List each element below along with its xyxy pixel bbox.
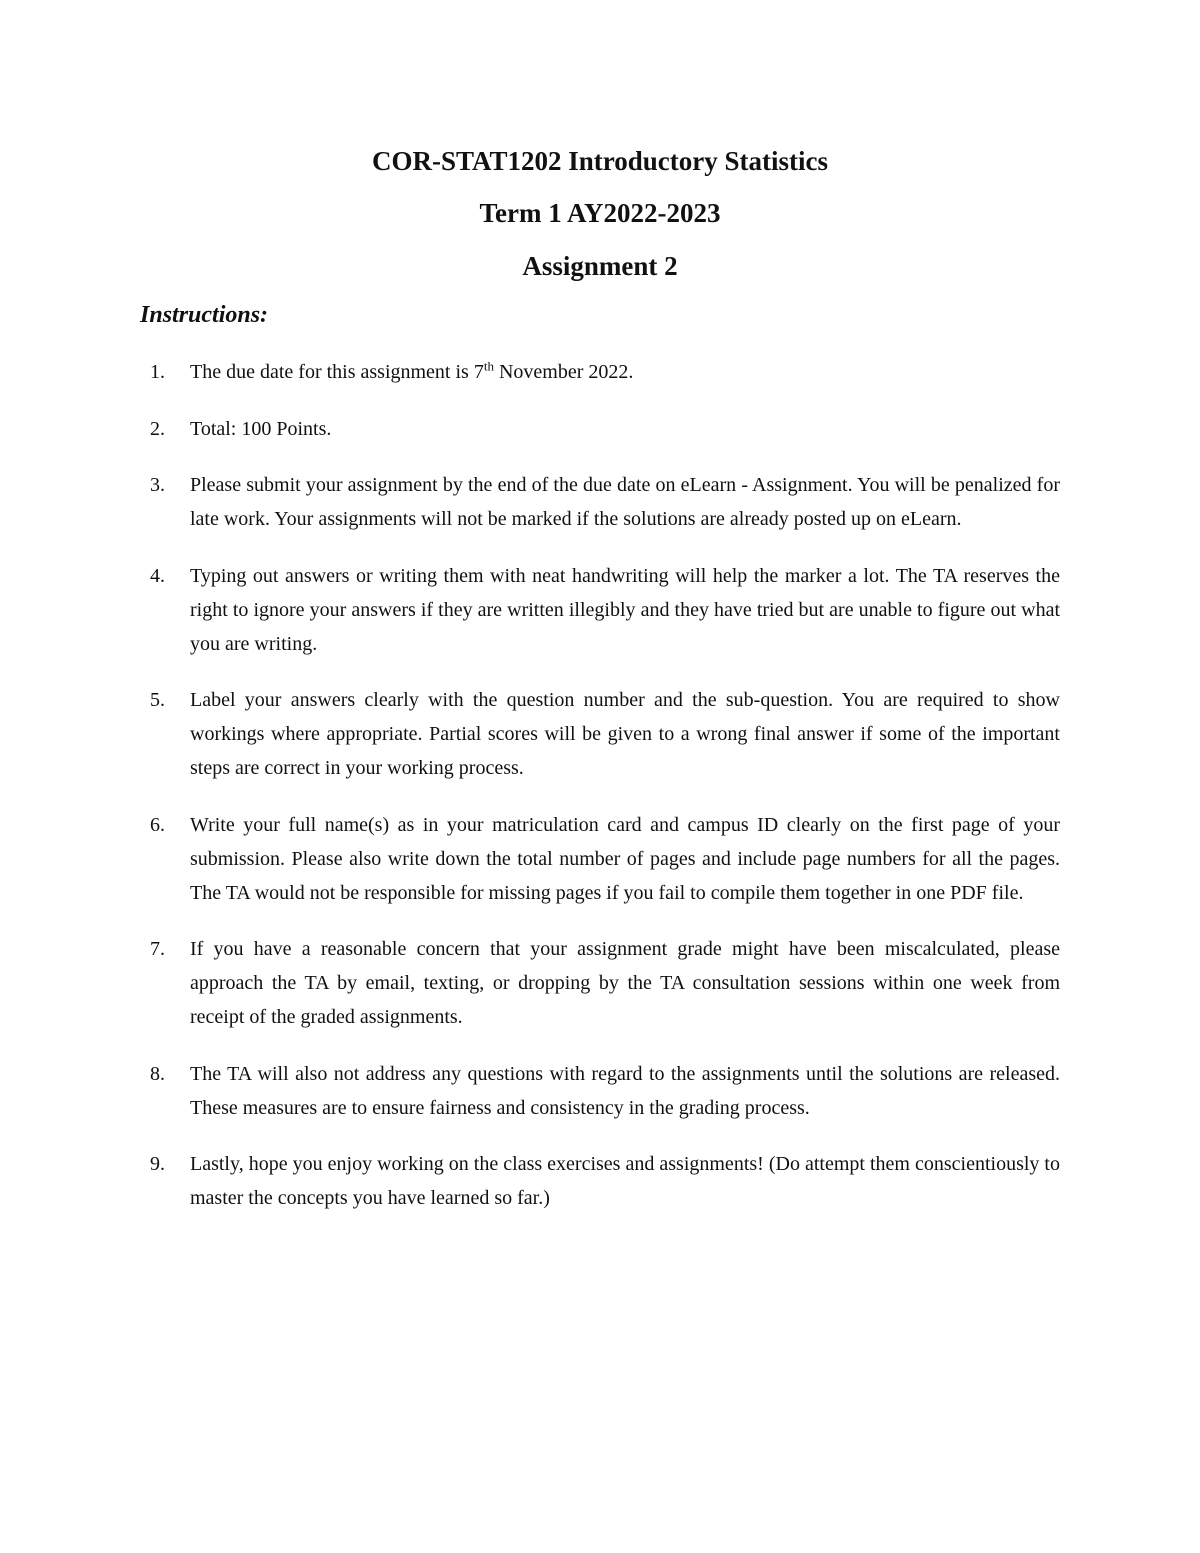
instruction-text: If you have a reasonable concern that your assignment grade might have been miscalculated, please approach the TA by email, texting, or dropping by the TA consultation sessions within one week from receipt of the graded assignments. (190, 938, 1060, 1028)
instructions-list (150, 355, 1060, 1238)
instruction-item-5 (150, 683, 1060, 785)
instruction-text: Total: 100 Points. (190, 417, 332, 440)
instruction-number: 1. (150, 361, 165, 383)
instruction-number: 7. (150, 938, 165, 960)
instruction-item-9 (150, 1147, 1060, 1215)
instruction-text: Typing out answers or writing them with neat handwriting will help the marker a lot. The TA reserves the right to ignore your answers if they are written illegibly and they have tried but are unable to figure out what you are writing. (190, 564, 1060, 655)
instruction-item-6 (150, 808, 1060, 910)
instruction-number: 6. (150, 813, 165, 836)
instruction-text-before-superscript: The due date for this assignment is 7 (190, 361, 484, 383)
instruction-number: 4. (150, 564, 165, 587)
instruction-number: 5. (150, 689, 165, 711)
instruction-item-8 (150, 1057, 1060, 1125)
ordinal-superscript: th (483, 358, 494, 374)
instruction-text: Write your full name(s) as in your matriculation card and campus ID clearly on the first page of your submission. Please also write down the total number of pages and include page numbers for all the pages. The TA would not be responsible for missing pages if you fail to compile them together in one PDF file. (190, 813, 1060, 904)
instruction-item-7 (150, 932, 1060, 1034)
instruction-number: 9. (150, 1153, 165, 1175)
instruction-item-1 (150, 355, 1060, 389)
course-title: COR-STAT1202 Introductory Statistics (371, 146, 828, 176)
instruction-item-4 (150, 559, 1060, 661)
instruction-text-after-superscript: November 2022. (493, 361, 634, 383)
instruction-text: The TA will also not address any questions with regard to the assignments until the solutions are released. These measures are to ensure fairness and consistency in the grading process. (190, 1062, 1060, 1119)
instruction-text: Label your answers clearly with the question number and the sub-question. You are required to show workings where appropriate. Partial scores will be given to a wrong final answer if some of the important steps are correct in your working process. (190, 689, 1060, 779)
instruction-number: 3. (150, 474, 165, 496)
instructions-heading: Instructions: (140, 302, 269, 328)
term-title: Term 1 AY2022-2023 (479, 198, 721, 228)
assignment-title: Assignment 2 (522, 251, 678, 281)
instruction-text: Lastly, hope you enjoy working on the class exercises and assignments! (Do attempt them conscientiously to master the concepts you have learned so far.) (190, 1153, 1060, 1209)
instruction-item-2 (150, 412, 1060, 446)
instruction-number: 2. (150, 417, 165, 440)
instruction-text (190, 355, 1060, 389)
instruction-number: 8. (150, 1062, 165, 1085)
instruction-text: Please submit your assignment by the end of the due date on eLearn - Assignment. You will be penalized for late work. Your assignments will not be marked if the solutions are already posted up on eLearn. (190, 474, 1060, 530)
instruction-item-3 (150, 468, 1060, 536)
